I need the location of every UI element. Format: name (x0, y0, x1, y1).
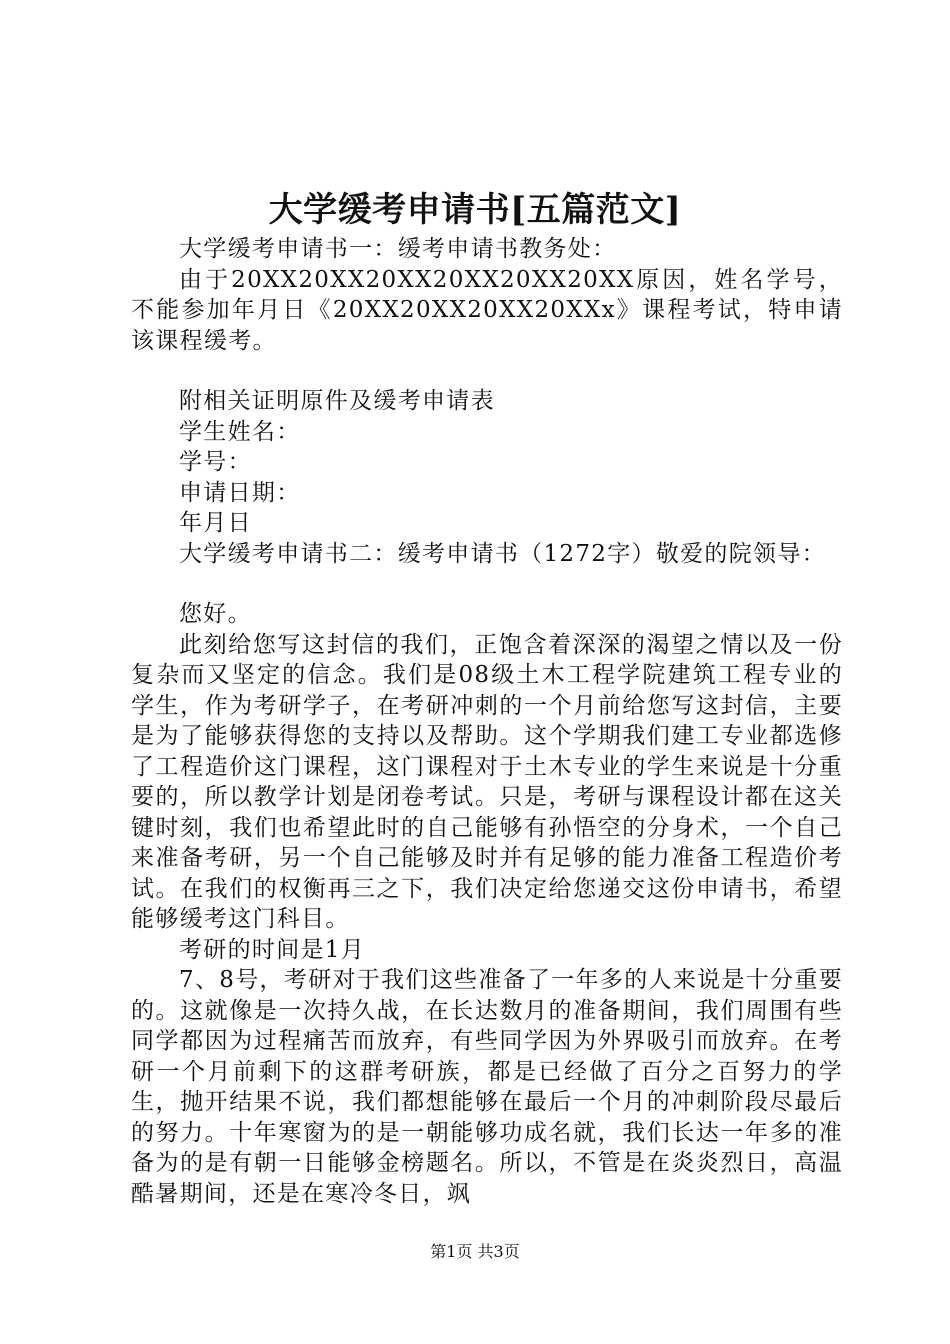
paragraph-exam-time: 考研的时间是1月 (179, 936, 366, 963)
paragraph-date: 年月日 (179, 510, 252, 536)
paragraph-apply-date: 申请日期： (179, 479, 301, 506)
paragraph-student-id: 学号： (179, 449, 252, 475)
paragraph-body-one: 此刻给您写这封信的我们，正饱含着深深的渴望之情以及一份复杂而又坚定的信念。我们是08级土木工程学院建筑工程专业的学生，作为考研学子，在考研冲刺的一个月前给您写这封信，主要是为了能够获得您的支持以及帮助。这个学期我们建工专业都选修了工程造价这门课程，这门课程对于土木专业的学生来说是十分重要的，所以教学计划是闭卷考试。只是，考研与课程设计都在这关键时刻，我们也希望此时的自己能够有孙悟空的分身术，一个自己来准备考研，另一个自己能够及时并有足够的能力准备工程造价考试。在我们的权衡再三之下，我们决定给您递交这份申请书，希望能够缓考这门科目。 (131, 631, 843, 932)
document-body (131, 234, 843, 1209)
paragraph-greeting: 您好。 (179, 601, 252, 627)
paragraph-student-name: 学生姓名： (179, 418, 301, 445)
paragraph-attachment: 附相关证明原件及缓考申请表 (179, 388, 495, 414)
paragraph-heading-one: 大学缓考申请书一：缓考申请书教务处： (179, 236, 617, 262)
page-footer: 第1页 共3页 (430, 1242, 520, 1261)
paragraph-heading-two: 大学缓考申请书二：缓考申请书（1272字）敬爱的院领导： (179, 540, 826, 567)
paragraph-body-two: 7、8号，考研对于我们这些准备了一年多的人来说是十分重要的。这就像是一次持久战，在长达数月的准备期间，我们周围有些同学都因为过程痛苦而放弃，有些同学因为外界吸引而放弃。在考研一个月前剩下的这群考研族，都是已经做了百分之百努力的学生，抛开结果不说，我们都想能够在最后一个月的冲刺阶段尽最后的努力。十年寒窗为的是一朝能够功成名就，我们长达一年多的准备为的是有朝一日能够金榜题名。所以，不管是在炎炎烈日，高温酷暑期间，还是在寒冷冬日，飒 (131, 967, 843, 1207)
document-title: 大学缓考申请书[五篇范文] (268, 190, 682, 230)
paragraph-reason: 由于20XX20XX20XX20XX20XX20XX原因，姓名学号，不能参加年月日《20XX20XX20XX20XXx》课程考试，特申请该课程缓考。 (131, 266, 843, 354)
